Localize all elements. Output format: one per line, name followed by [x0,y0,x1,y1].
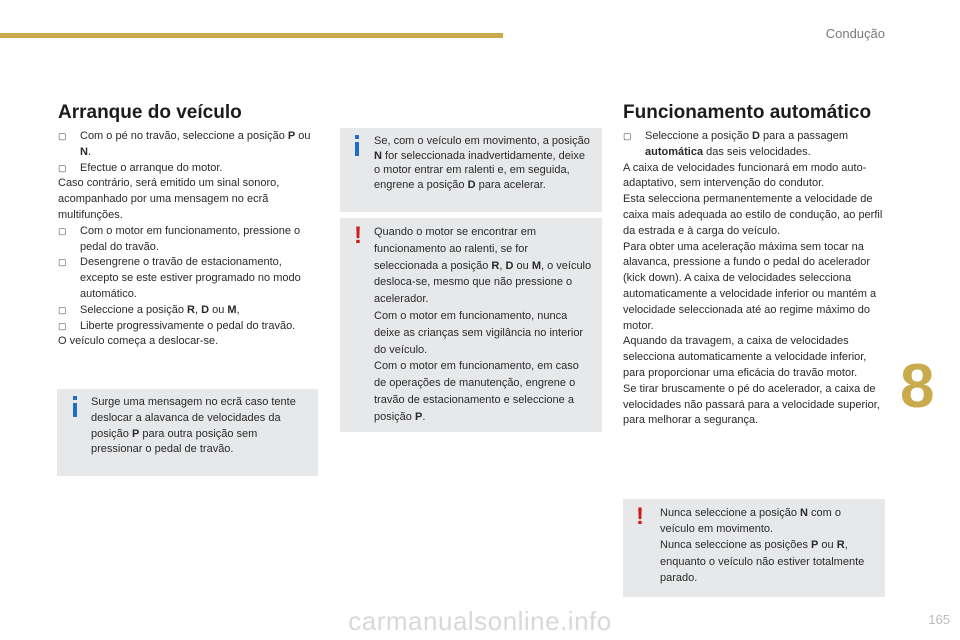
page-number: 165 [928,612,950,627]
list-item: ▢ Efectue o arranque do motor. [58,161,320,177]
list-item: ▢ Liberte progressivamente o pedal do travão. [58,319,320,335]
warning-icon: ! [636,503,644,530]
paragraph: Para obter uma aceleração máxima sem tocar na alavanca, pressione a fundo o pedal do acelerador (kick down). A caixa de velocidades selecciona automaticamente a velocidade inferior ou mantém a velocidade seleccionada até ao regime máximo do motor. [623,240,877,332]
paragraph: Se tirar bruscamente o pé do acelerador, a caixa de velocidades não passará para a velocidade superior, para melhorar a segurança. [623,382,880,427]
paragraph: Aquando da travagem, a caixa de velocidades selecciona automaticamente a velocidade inferior, para proporcionar uma eficácia do travão motor. [623,335,867,379]
info-box-middle-text: Se, com o veículo em movimento, a posição N for seleccionada inadvertidamente, deixe o motor entrar em ralenti e, em seguida, engrene a posição D para acelerar. [374,135,590,191]
list-item: ▢ Seleccione a posição R, D ou M, [58,303,320,319]
list-item: ▢ Desengrene o travão de estacionamento, excepto se este estiver programado no modo automático. [58,256,301,300]
check-box-bullet-icon: ▢ [58,131,67,141]
section-label: Condução [825,26,885,41]
right-column-text [623,129,885,429]
paragraph: Esta selecciona permanentemente a velocidade de caixa mais adequada ao estilo de condução, ao perfil da estrada e à carga do veículo. [623,193,883,237]
paragraph: Caso contrário, será emitido um sinal sonoro, acompanhado por uma mensagem no ecrã multifunções. [58,177,280,221]
warning-icon: ! [354,222,362,249]
left-column-text [58,129,320,350]
warning-box-middle-text: Quando o motor se encontrar em funcionamento ao ralenti, se for seleccionada a posição R, D ou M, o veículo desloca-se, mesmo que não pressione o acelerador. Com o motor em funcionamento, nunca deixe as crianças sem vigilância no interior do veículo. Com o motor em funcionamento, em caso de operações de manutenção, engrene o travão de estacionamento e seleccione a posição P. [374,226,592,423]
warning-box-right [623,499,885,597]
check-box-bullet-icon: ▢ [623,131,632,141]
list-item: ▢ Com o pé no travão, seleccione a posição P ou N. [58,130,311,158]
check-box-bullet-icon: ▢ [58,257,67,268]
check-box-bullet-icon: ▢ [58,225,67,236]
paragraph: O veículo começa a deslocar-se. [58,335,219,348]
header-accent-bar [0,33,503,38]
check-box-bullet-icon: ▢ [58,162,67,173]
list-item: ▢ Com o motor em funcionamento, pressione o pedal do travão. [58,224,301,253]
watermark: carmanualsonline.info [348,606,612,636]
warning-box-right-text: Nunca seleccione a posição N com o veículo em movimento. Nunca seleccione as posições P ou R, enquanto o veículo não estiver totalmente parado. [660,507,865,584]
paragraph: A caixa de velocidades funcionará em modo auto-adaptativo, sem intervenção do condutor. [623,161,867,190]
check-box-bullet-icon: ▢ [58,320,67,331]
right-title: Funcionamento automático [623,102,872,123]
left-title: Arranque do veículo [58,102,242,123]
check-box-bullet-icon: ▢ [58,304,67,315]
info-box-left-text: Surge uma mensagem no ecrã caso tente deslocar a alavanca de velocidades da posição P para outra posição sem pressionar o pedal de travão. [91,396,296,456]
info-icon [355,142,359,156]
warning-box-middle [340,218,602,432]
chapter-number: 8 [900,352,935,421]
info-icon [73,403,77,417]
list-item: ▢ Seleccione a posição D para a passagem automática das seis velocidades. [623,130,849,158]
info-box-left [57,389,318,476]
info-box-middle [340,128,602,212]
